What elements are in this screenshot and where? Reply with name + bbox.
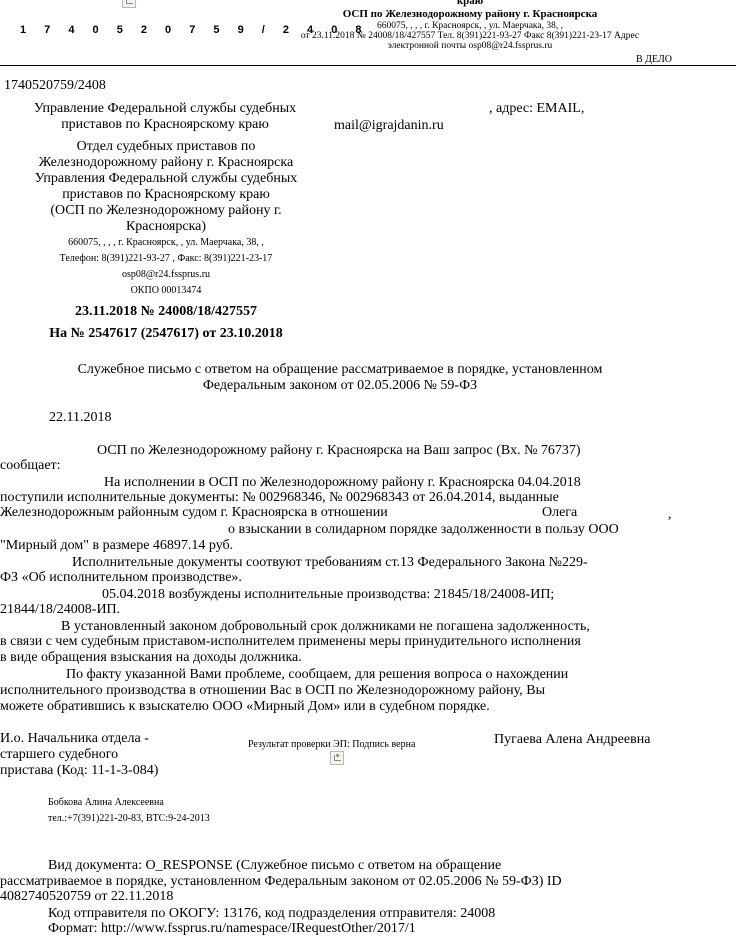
vdelo-stamp: В ДЕЛО [636,54,672,65]
body-p6-line-3: можете обратившись к взыскателю ООО «Мирный Дом» или в судебном порядке. [0,699,490,714]
header-meta: от 23.11.2018 № 24008/18/427557 Тел. 8(391)221-93-27 Факс 8(391)221-23-17 Адрес [300,31,640,41]
recipient-line-2: приставов по Красноярскому краю [61,117,269,132]
header-top-fragment: краю [456,0,484,7]
recipient-line-1: Управление Федеральной службы судебных [33,101,297,116]
body-p1: ОСП по Железнодорожному району г. Красноярска на Ваш запрос (Вх. № 76737) [97,443,581,458]
signer-position-line-1: И.о. Начальника отдела - [0,731,149,746]
body-p3-line-2: ФЗ «Об исполнительном производстве». [0,570,242,585]
body-p1-end: сообщает: [0,458,61,473]
header-email: электронной почты osp08@r24.fssprus.ru [387,41,553,51]
body-p4-line-2: 21844/18/24008-ИП. [0,602,121,617]
debtor-comma: , [668,507,672,522]
body-p3-line-1: Исполнительные документы соотвуют требованиям ст.13 Федерального Закона №229- [72,555,588,570]
recipient-email: mail@igrajdanin.ru [334,118,444,133]
sender-line-4: приставов по Красноярскому краю [62,187,270,202]
reply-to-number: На № 2547617 (2547617) от 23.10.2018 [49,326,283,341]
body-p5-line-1: В установленный законом добровольный срок должниками не погашена задолженность, [61,619,590,634]
body-p6-line-2: исполнительного производства в отношении Вас в ОСП по Железнодорожному району, Вы [0,683,546,698]
footer-line-3: 4082740520759 от 22.11.2018 [0,889,174,904]
sender-line-5: (ОСП по Железнодорожному району г. [50,203,282,218]
body-p5-line-2: в связи с чем судебным приставом-исполнителем применены меры принудительного исполнения [0,634,581,649]
debtor-name: Олега [542,505,578,520]
subject-line-2: Федеральным законом от 02.05.2006 № 59-ФЗ [202,378,478,393]
header-org-name: ОСП по Железнодорожному району г. Красноярска [342,8,598,20]
body-p2-line-2: поступили исполнительные документы: № 002968346, № 002968343 от 26.04.2014, выданные [0,490,559,505]
registration-number: 23.11.2018 № 24008/18/427557 [74,304,258,319]
footer-line-1: Вид документа: O_RESPONSE (Служебное письмо с ответом на обращение [48,858,502,873]
signer-position-line-2: старшего судебного [0,747,119,762]
sender-line-2: Железнодорожному району г. Красноярска [38,155,294,170]
signer-name: Пугаева Алена Андреевна [494,732,651,747]
sender-line-6: Красноярска) [125,219,207,234]
body-p2-line-4: о взыскании в солидарном порядке задолженности в пользу ООО [228,522,619,537]
footer-okogu: Код отправителя по ОКОГУ: 13176, код подразделения отправителя: 24008 [48,906,496,921]
ep-check-result: Результат проверки ЭП: Подпись верна [248,739,416,750]
signer-position-line-3: пристава (Код: 11-1-3-084) [0,763,159,778]
doc-id: 1740520759/2408 [4,78,106,93]
header-divider [0,65,736,66]
header-address: 660075, , , , г. Красноярск, , ул. Маерчака, 38, , [377,21,563,31]
sender-address: 660075, , , , г. Красноярск, , ул. Маерчака, 38, , [68,237,264,248]
body-p5-line-3: в виде обращения взыскания на доходы должника. [0,650,302,665]
executor-phone: тел.:+7(391)221-20-83, ВТС:9-24-2013 [48,813,210,824]
executor-name: Бобкова Алина Алексеевна [48,797,164,808]
body-p2-line-5: "Мирный дом" в размере 46897.14 руб. [0,538,234,553]
letter-date: 22.11.2018 [49,410,112,425]
sender-line-3: Управления Федеральной службы судебных [34,171,298,186]
subject-line-1: Служебное письмо с ответом на обращение рассматриваемое в порядке, установленном [77,362,603,377]
barcode-number: 1 7 4 0 5 2 0 7 5 9 / 2 4 0 8 [20,24,369,36]
sender-email: osp08@r24.fssprus.ru [121,269,211,280]
footer-line-2: рассматриваемое в порядке, установленном Федеральным законом от 02.05.2006 № 59-ФЗ) ID [0,874,562,889]
body-p6-line-1: По факту указанной Вами проблеме, сообщаем, для решения вопроса о нахождении [66,667,569,682]
recipient-address-label: , адрес: EMAIL, [489,101,585,116]
body-p2-line-1: На исполнении в ОСП по Железнодорожному району г. Красноярска 04.04.2018 [104,475,581,490]
footer-format: Формат: http://www.fssprus.ru/namespace/IRequestOther/2017/1 [48,921,416,936]
body-p2-line-3: Железнодорожным районным судом г. Красноярска в отношении [0,505,388,520]
sender-line-1: Отдел судебных приставов по [76,139,256,154]
signature-stamp-image-icon [330,751,344,765]
emblem-image-icon [122,0,136,8]
body-p4-line-1: 05.04.2018 возбуждены исполнительные производства: 21845/18/24008-ИП; [102,587,555,602]
sender-okpo: ОКПО 00013474 [130,285,202,296]
sender-phone: Телефон: 8(391)221-93-27 , Факс: 8(391)221-23-17 [59,253,273,264]
